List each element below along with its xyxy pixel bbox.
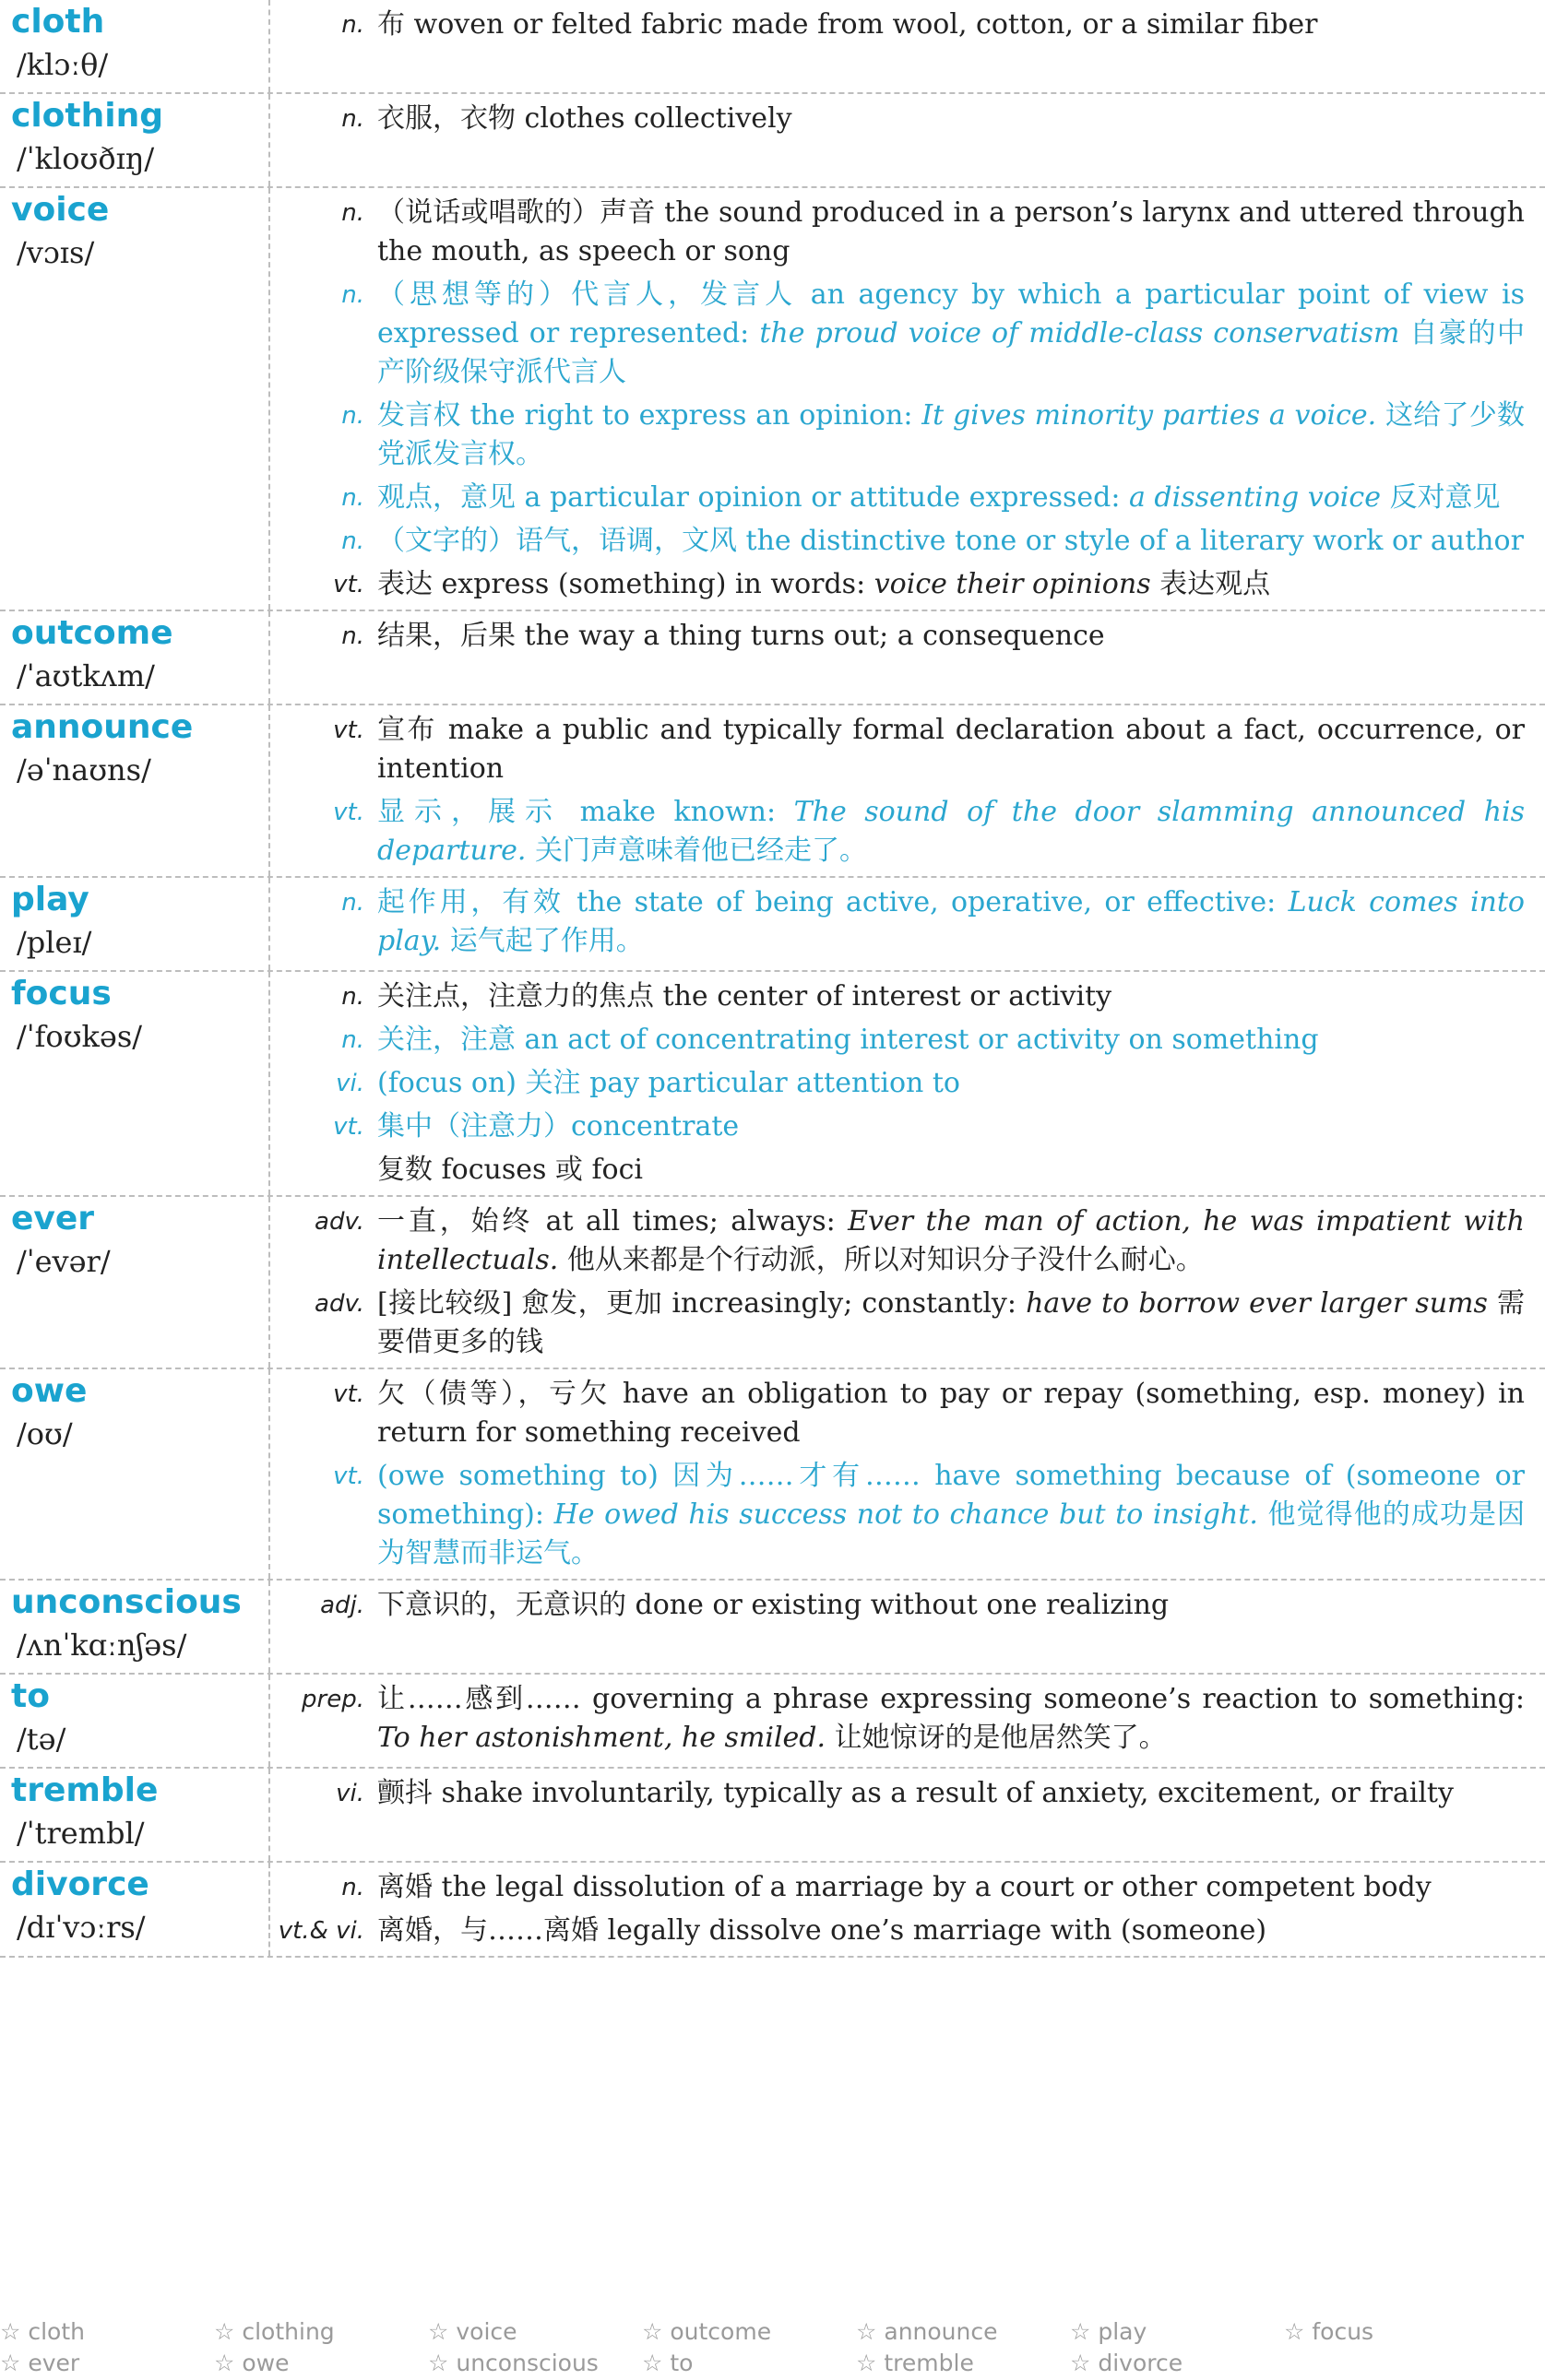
definition-text: 离婚 the legal dissolution of a marriage by a court or other competent body [377,1871,1432,1903]
index-label: clothing [234,2318,335,2345]
definition [377,194,1525,271]
definitions [270,705,1545,876]
star-icon: ☆ [642,2350,663,2376]
phonetic: /ˈaʊtkʌm/ [17,658,155,693]
example-translation: 让她惊讶的是他居然笑了。 [834,1722,1167,1754]
example-translation: 需要借更多的钱 [377,1287,1525,1358]
index-label: focus [1304,2318,1374,2345]
definitions [270,188,1545,610]
entry-unconscious [0,1581,1545,1675]
headword: ever [11,1200,95,1237]
example-translation: 他觉得他的成功是因为智慧而非运气。 [377,1498,1526,1569]
definition [377,1680,1525,1758]
definition [377,100,1525,138]
index-label: announce [876,2318,998,2345]
headword: divorce [11,1865,149,1903]
definition-text: 布 woven or felted fabric made from wool, cotton, or a similar fiber [377,8,1318,41]
definition [377,6,1525,44]
definition-text: 复数 focuses 或 foci [377,1154,644,1186]
definition-text: （说话或唱歌的）声音 the sound produced in a person’s larynx and uttered through the mouth, as speech or song [377,196,1525,267]
entry-play [0,878,1545,972]
part-of-speech: vt. [333,1380,364,1408]
headword: outcome [11,614,173,652]
index-label: ever [20,2350,80,2376]
sense [270,1107,1525,1146]
headword: tremble [11,1771,159,1809]
headword: play [11,881,89,918]
definition [377,1912,1525,1950]
index-item-tremble[interactable] [856,2350,974,2376]
sense [270,522,1525,561]
example-sentence: voice their opinions [874,568,1151,600]
sense [270,100,1525,138]
definition-text: 观点，意见 a particular opinion or attitude expressed: [377,481,1121,514]
definition-text: [接比较级] 愈发，更加 increasingly; constantly: [377,1287,1016,1320]
definition-text: 关注点，注意力的焦点 the center of interest or activity [377,980,1112,1012]
definition [377,1151,1525,1190]
part-of-speech: adv. [315,1208,364,1236]
part-of-speech: n. [341,105,364,133]
headword: focus [11,975,112,1012]
definition-text: （文字的）语气，语调，文风 the distinctive tone or style of a literary work or author [377,525,1524,557]
definition-text: 宣布 make a public and typically formal declaration about a fact, occurrence, or intention [377,714,1525,785]
headword-cell [0,972,270,1195]
definition [377,1064,1525,1103]
definition-text: （思想等的）代言人，发言人 an agency by which a particular point of view is expressed or represented: [377,278,1525,349]
part-of-speech: vt. [333,799,364,826]
sense [270,1064,1525,1103]
sense [270,1680,1525,1758]
phonetic: /klɔːθ/ [17,47,109,82]
part-of-speech: vt. [333,1113,364,1141]
definitions [270,1197,1545,1368]
headword-cell [0,94,270,186]
index-item-outcome[interactable] [642,2318,771,2345]
entry-tremble [0,1769,1545,1863]
phonetic: /ˈkloʊðɪŋ/ [17,141,155,176]
sense [270,1151,1525,1190]
star-icon: ☆ [856,2318,877,2345]
definition [377,883,1525,961]
star-icon: ☆ [0,2318,21,2345]
index-item-unconscious[interactable] [428,2350,599,2376]
example-sentence: He owed his success not to chance but to insight. [553,1498,1258,1531]
definition [377,1375,1525,1452]
part-of-speech: vi. [336,1780,364,1807]
part-of-speech: adj. [320,1592,364,1619]
part-of-speech: vt. [333,571,364,598]
definitions [270,1675,1545,1767]
phonetic: /vɔɪs/ [17,235,95,270]
part-of-speech: vt. [333,1462,364,1490]
index-item-owe[interactable] [214,2350,290,2376]
example-translation: 运气起了作用。 [449,925,644,957]
definition-text: 衣服，衣物 clothes collectively [377,102,792,135]
phonetic: /pleɪ/ [17,925,92,960]
example-sentence: Luck comes into play. [377,886,1525,957]
definition [377,1586,1525,1625]
entry-cloth [0,0,1545,94]
part-of-speech: n. [341,402,364,430]
definition-text: 起作用，有效 the state of being active, operative, or effective: [377,886,1277,918]
sense [270,1021,1525,1060]
headword-cell [0,1769,270,1861]
definition [377,1021,1525,1060]
example-sentence: The sound of the door slamming announced his departure. [377,796,1525,867]
phonetic: /tə/ [17,1722,66,1757]
headword-cell [0,1863,270,1956]
headword-cell [0,0,270,92]
index-label: voice [448,2318,517,2345]
definition-text: (owe something to) 因为……才有…… have something because of (someone or something): [377,1460,1525,1531]
part-of-speech: vt. [333,716,364,744]
star-icon: ☆ [1070,2350,1091,2376]
example-sentence: a dissenting voice [1129,481,1381,514]
headword-cell [0,878,270,970]
definition [377,397,1525,474]
part-of-speech: adv. [315,1290,364,1318]
definition [377,1457,1525,1573]
entry-to [0,1675,1545,1769]
index-item-clothing[interactable] [214,2318,335,2345]
phonetic: /ʌnˈkɑːnʃəs/ [17,1628,187,1663]
star-icon: ☆ [428,2318,449,2345]
star-icon: ☆ [1070,2318,1091,2345]
headword: clothing [11,97,163,135]
phonetic: /ˈfoʊkəs/ [17,1019,143,1054]
part-of-speech: n. [341,622,364,650]
entry-voice [0,188,1545,611]
sense [270,1774,1525,1813]
sense [270,194,1525,271]
entry-owe [0,1369,1545,1581]
star-icon: ☆ [642,2318,663,2345]
definitions [270,972,1545,1195]
part-of-speech: n. [341,11,364,39]
index-label: to [662,2350,694,2376]
definition [377,617,1525,656]
part-of-speech: n. [341,1026,364,1054]
entry-focus [0,972,1545,1197]
definitions [270,878,1545,970]
part-of-speech: n. [341,889,364,917]
example-sentence: It gives minority parties a voice. [921,399,1377,432]
definition-text: 发言权 the right to express an opinion: [377,399,913,432]
part-of-speech: n. [341,983,364,1011]
sense [270,1586,1525,1625]
sense [270,883,1525,961]
definition [377,1202,1525,1280]
definition-text: 关注，注意 an act of concentrating interest or activity on something [377,1024,1319,1056]
sense [270,977,1525,1016]
index-item-announce[interactable] [856,2318,998,2345]
sense [270,1202,1525,1280]
example-sentence: Ever the man of action, he was impatient with intellectuals. [377,1205,1526,1276]
example-sentence: To her astonishment, he smiled. [377,1722,826,1754]
example-sentence: the proud voice of middle-class conservatism [759,317,1400,349]
star-icon: ☆ [856,2350,877,2376]
index-item-voice[interactable] [428,2318,517,2345]
headword: announce [11,708,194,746]
index-label: unconscious [448,2350,599,2376]
index-label: outcome [662,2318,772,2345]
part-of-speech: n. [341,281,364,309]
example-translation: 反对意见 [1389,481,1501,514]
definition [377,276,1525,392]
example-translation: 自豪的中产阶级保守派代言人 [377,317,1525,388]
index-item-play[interactable] [1070,2318,1147,2345]
definition [377,793,1525,870]
definition-text: 一直，始终 at all times; always: [377,1205,836,1237]
headword-cell [0,705,270,876]
headword-cell [0,1369,270,1579]
sense [270,1285,1525,1362]
sense [270,1912,1525,1950]
sense [270,1457,1525,1573]
definitions [270,1581,1545,1673]
definition [377,1285,1525,1362]
example-translation: 关门声意味着他已经走了。 [534,835,867,867]
headword: voice [11,191,110,229]
part-of-speech: vi. [336,1070,364,1097]
definition-text: 让……感到…… governing a phrase expressing someone’s reaction to something: [377,1683,1525,1715]
definition-text: (focus on) 关注 pay particular attention to [377,1067,960,1099]
definitions [270,94,1545,186]
part-of-speech: n. [341,1874,364,1901]
sense [270,617,1525,656]
headword-cell [0,611,270,704]
definition-text: 显示，展示 make known: [377,796,777,828]
index-label: owe [234,2350,290,2376]
headword: owe [11,1372,88,1410]
definition [377,522,1525,561]
sense [270,793,1525,870]
phonetic: /ˈtrembl/ [17,1816,145,1851]
definition-text: 下意识的，无意识的 done or existing without one realizing [377,1589,1170,1621]
entry-ever [0,1197,1545,1369]
index-label: play [1090,2318,1147,2345]
sense [270,6,1525,44]
part-of-speech: prep. [302,1686,364,1713]
definition [377,977,1525,1016]
definition [377,565,1525,604]
headword: to [11,1677,50,1715]
headword-cell [0,1675,270,1767]
entry-divorce [0,1863,1545,1958]
definitions [270,1369,1545,1579]
index-item-to[interactable] [642,2350,693,2376]
entry-announce [0,705,1545,878]
index-item-cloth[interactable] [0,2318,85,2345]
sense [270,1868,1525,1907]
word-index [0,2305,1545,2380]
phonetic: /ˈevər/ [17,1244,111,1279]
entry-clothing [0,94,1545,188]
definition [377,479,1525,517]
definitions [270,1769,1545,1861]
phonetic: /əˈnaʊns/ [17,752,151,787]
example-translation: 表达观点 [1159,568,1271,600]
headword: cloth [11,3,105,41]
example-translation: 他从来都是个行动派，所以对知识分子没什么耐心。 [566,1244,1204,1276]
index-item-focus[interactable] [1284,2318,1373,2345]
star-icon: ☆ [428,2350,449,2376]
definitions [270,0,1545,92]
sense [270,711,1525,788]
definition-text: 颤抖 shake involuntarily, typically as a result of anxiety, excitement, or frailty [377,1777,1454,1809]
sense [270,276,1525,392]
phonetic: /oʊ/ [17,1416,73,1451]
part-of-speech: n. [341,484,364,512]
headword-cell [0,188,270,610]
sense [270,1375,1525,1452]
part-of-speech: n. [341,527,364,555]
part-of-speech: vt.& vi. [278,1917,364,1945]
index-label: cloth [20,2318,86,2345]
definition [377,1774,1525,1813]
definitions [270,611,1545,704]
phonetic: /dɪˈvɔːrs/ [17,1910,146,1945]
star-icon: ☆ [214,2318,235,2345]
sense [270,565,1525,604]
index-label: divorce [1090,2350,1183,2376]
part-of-speech: n. [341,199,364,227]
star-icon: ☆ [214,2350,235,2376]
definition-text: 结果，后果 the way a thing turns out; a consequence [377,620,1105,652]
headword-cell [0,1581,270,1673]
example-sentence: have to borrow ever larger sums [1026,1287,1488,1320]
star-icon: ☆ [0,2350,21,2376]
definition [377,1868,1525,1907]
definition [377,711,1525,788]
definition-text: 表达 express (something) in words: [377,568,866,600]
entry-outcome [0,611,1545,705]
headword-cell [0,1197,270,1368]
definition-text: 集中（注意力）concentrate [377,1110,740,1143]
definition [377,1107,1525,1146]
sense [270,397,1525,474]
index-item-divorce[interactable] [1070,2350,1183,2376]
definitions [270,1863,1545,1956]
index-label: tremble [876,2350,974,2376]
example-translation: 这给了少数党派发言权。 [377,399,1526,470]
index-item-ever[interactable] [0,2350,79,2376]
star-icon: ☆ [1284,2318,1305,2345]
definition-text: 欠（债等），亏欠 have an obligation to pay or repay (something, esp. money) in return for something received [377,1378,1525,1449]
definition-text: 离婚，与……离婚 legally dissolve one’s marriage with (someone) [377,1914,1267,1947]
sense [270,479,1525,517]
headword: unconscious [11,1583,242,1621]
